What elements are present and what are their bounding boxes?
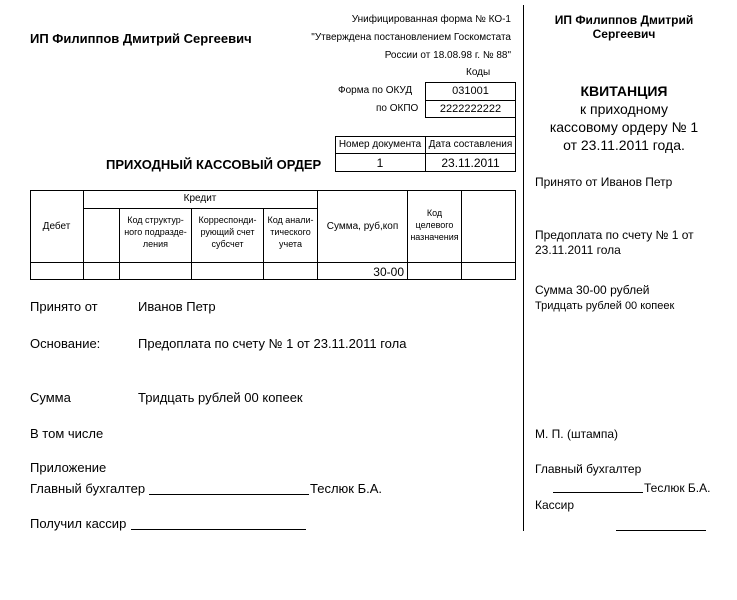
table-header-bottom xyxy=(30,262,516,263)
doc-date-header: Дата составления xyxy=(428,139,513,150)
receipt-cashier-label: Кассир xyxy=(535,498,575,512)
received-from-label: Принято от xyxy=(30,299,98,314)
sum-words-value: Тридцать рублей 00 копеек xyxy=(138,390,303,405)
codes-label: Коды xyxy=(466,67,491,78)
table-sum-value: 30-00 xyxy=(373,265,404,279)
receipt-sub2: кассовому ордеру № 1 xyxy=(549,119,699,135)
receipt-title: КВИТАНЦИЯ xyxy=(580,83,668,99)
receipt-stamp: М. П. (штампа) xyxy=(535,427,619,441)
form-header-line2: "Утверждена постановлением Госкомстата xyxy=(311,32,511,43)
receipt-sum: Сумма 30-00 рублей xyxy=(535,283,650,297)
credit-header: Кредит xyxy=(183,193,217,204)
codes-divider xyxy=(425,100,516,101)
receipt-cashier-signature-line xyxy=(616,530,706,531)
sum-header: Сумма, руб,коп xyxy=(326,221,399,232)
receipt-sub3: от 23.11.2011 года. xyxy=(563,137,685,153)
receipt-chief-name: Теслюк Б.А. xyxy=(644,481,711,495)
okud-value: 031001 xyxy=(452,85,489,97)
receipt-basis-line2: 23.11.2011 гола xyxy=(535,243,621,257)
okpo-label: по ОКПО xyxy=(376,103,419,114)
including-label: В том числе xyxy=(30,426,104,441)
chief-accountant-label: Главный бухгалтер xyxy=(30,481,146,496)
attachment-label: Приложение xyxy=(30,460,107,475)
doc-number-header: Номер документа xyxy=(338,139,422,150)
doc-box-divider-h xyxy=(335,153,516,154)
chief-accountant-name: Теслюк Б.А. xyxy=(310,481,383,496)
debit-header: Дебет xyxy=(42,221,71,232)
receipt-org-line2: Сергеевич xyxy=(592,27,656,41)
form-header-line1: Унифицированная форма № КО-1 xyxy=(351,14,511,25)
received-from-value: Иванов Петр xyxy=(138,299,216,314)
tear-off-line xyxy=(523,5,524,531)
receipt-chief-signature-line xyxy=(553,492,643,493)
doc-number: 1 xyxy=(376,156,384,170)
codes-tail-line xyxy=(515,118,516,136)
basis-label: Основание: xyxy=(30,336,101,351)
basis-value: Предоплата по счету № 1 от 23.11.2011 гола xyxy=(138,336,407,351)
cashier-label: Получил кассир xyxy=(30,516,127,531)
unit-code-header: Код структур-ного подразде-ления xyxy=(124,215,187,249)
receipt-received: Принято от Иванов Петр xyxy=(535,175,673,189)
receipt-sum-words: Тридцать рублей 00 копеек xyxy=(535,300,675,312)
chief-accountant-signature-line xyxy=(149,494,309,495)
okud-label: Форма по ОКУД xyxy=(338,85,413,96)
sum-label: Сумма xyxy=(30,390,71,405)
organization-name: ИП Филиппов Дмитрий Сергеевич xyxy=(30,31,252,46)
order-title: ПРИХОДНЫЙ КАССОВЫЙ ОРДЕР xyxy=(106,157,322,172)
doc-date: 23.11.2011 xyxy=(441,156,500,170)
receipt-org-line1: ИП Филиппов Дмитрий xyxy=(554,13,694,27)
table-col-line xyxy=(461,190,462,280)
cashier-signature-line xyxy=(131,529,306,530)
purpose-code-header: Код целевого назначения xyxy=(410,208,459,242)
receipt-basis-line1: Предоплата по счету № 1 от xyxy=(535,228,694,242)
receipt-chief-label: Главный бухгалтер xyxy=(535,462,642,476)
form-header-line3: России от 18.08.98 г. № 88" xyxy=(384,50,511,61)
analytics-code-header: Код анали-тического учета xyxy=(267,215,314,249)
okpo-value: 2222222222 xyxy=(439,103,502,115)
corr-account-header: Корреспонди-рующий счет субсчет xyxy=(198,215,257,249)
receipt-sub1: к приходному xyxy=(580,101,668,117)
